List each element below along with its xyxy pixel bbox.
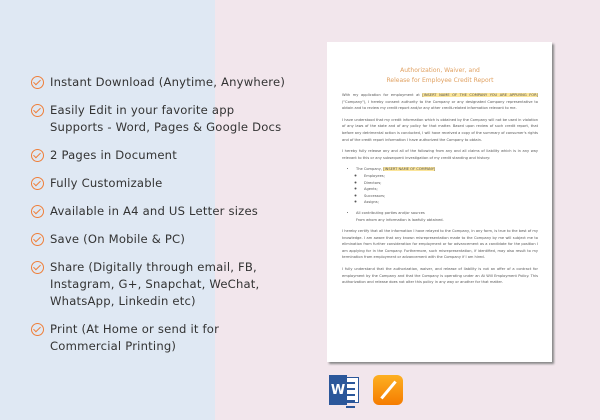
list-item [356, 166, 538, 206]
check-circle-icon [31, 233, 44, 246]
feature-line: Supports - Word, Pages & Google Docs [50, 120, 282, 134]
feature-list [31, 74, 321, 366]
feature-text [50, 259, 259, 310]
feature-line: Share (Digitally through email, FB, [50, 260, 257, 274]
word-letter: W [329, 375, 347, 405]
doc-list [356, 166, 538, 223]
doc-paragraph: I hereby certify that all the information I have relayed to the Company, in any form, is true to the best of my knowledge. I am aware that any known misrepresentation made to the Company by me will subject me to elimination from further consideration for employment or for advancement as a candidate for the position I am applying for in the Company. Furthermore, such misrepresentation, if identified, may also result to my termination from employment or advancement with the Company if I am hired. [342, 229, 538, 260]
document-preview [327, 42, 552, 362]
feature-text [50, 102, 281, 136]
text: From whom any information is lawfully obtained. [356, 217, 444, 222]
feature-item [31, 175, 321, 192]
feature-text [50, 147, 177, 164]
list-item: ◦ Agents; [364, 186, 538, 193]
check-circle-icon [31, 149, 44, 162]
list-item [356, 210, 538, 223]
text: The Company, [356, 167, 384, 172]
feature-item [31, 259, 321, 310]
check-circle-icon [31, 177, 44, 190]
feature-text [50, 74, 285, 91]
doc-title [342, 66, 538, 86]
word-icon [329, 375, 359, 405]
feature-item [31, 321, 321, 355]
placeholder-highlight: [INSERT NAME OF THE COMPANY YOU ARE APPLYING FOR] [422, 93, 538, 97]
text: ("Company"), I hereby consent authority to the Company or any designated Company representative to obtain and to review my credit report and/or any other credit-related information relevant to me. [342, 99, 538, 111]
list-item: ◦ Successors; [364, 193, 538, 200]
check-circle-icon [31, 104, 44, 117]
placeholder-highlight: [INSERT NAME OF COMPANY] [383, 167, 436, 172]
feature-item [31, 147, 321, 164]
feature-line: Save (On Mobile & PC) [50, 232, 186, 246]
pages-icon [373, 375, 403, 405]
doc-paragraph: I have understood that my credit information which is obtained by the Company will not be used in violation of any laws of the state and of any policy for that matter. Based upon review of such credit report, that before any detrimental action is conducted, I will have received a copy of the summary of consumer's rights and of the credit report information I have authorized the Company to obtain. [342, 117, 538, 142]
doc-title-line1: Authorization, Waiver, and [400, 67, 480, 74]
list-item: ◦ Assigns; [364, 199, 538, 206]
check-circle-icon [31, 323, 44, 336]
feature-text [50, 203, 258, 220]
text: With my application for employment at [342, 93, 423, 97]
feature-text [50, 231, 185, 248]
check-circle-icon [31, 261, 44, 274]
feature-line: WhatsApp, Linkedin etc) [50, 294, 196, 308]
feature-item [31, 203, 321, 220]
list-item: ◦ Directors; [364, 180, 538, 187]
feature-text [50, 175, 163, 192]
feature-line: Available in A4 and US Letter sizes [50, 204, 259, 218]
doc-paragraph: I fully understand that the authorization, waiver, and release of liability is not an offer of a contract for employment by the Company and that the Company is operating under an At Will Employment Policy. This authorization and release does not alter this policy in any way or another for that matter. [342, 267, 538, 285]
feature-line: Instant Download (Anytime, Anywhere) [50, 75, 286, 89]
feature-item [31, 74, 321, 91]
text: All contributing parties and/or sources [356, 210, 425, 215]
app-icons [329, 375, 403, 405]
check-circle-icon [31, 76, 44, 89]
feature-line: Easily Edit in your favorite app [50, 103, 235, 117]
sub-list [364, 173, 538, 206]
feature-line: Commercial Printing) [50, 339, 177, 353]
feature-item [31, 102, 321, 136]
list-item: ◦ Employees; [364, 173, 538, 180]
feature-line: 2 Pages in Document [50, 148, 177, 162]
feature-line: Instagram, G+, Snapchat, WeChat, [50, 277, 260, 291]
feature-line: Print (At Home or send it for [50, 322, 220, 336]
doc-title-line2: Release for Employee Credit Report [386, 77, 494, 84]
check-circle-icon [31, 205, 44, 218]
doc-paragraph [342, 92, 538, 112]
feature-text [50, 321, 219, 355]
feature-line: Fully Customizable [50, 176, 163, 190]
feature-item [31, 231, 321, 248]
doc-paragraph: I hereby fully release any and all of the following from any and all claims of liability which is in any way relevant to this or any subsequent investigation of my credit standing and history: [342, 149, 538, 160]
